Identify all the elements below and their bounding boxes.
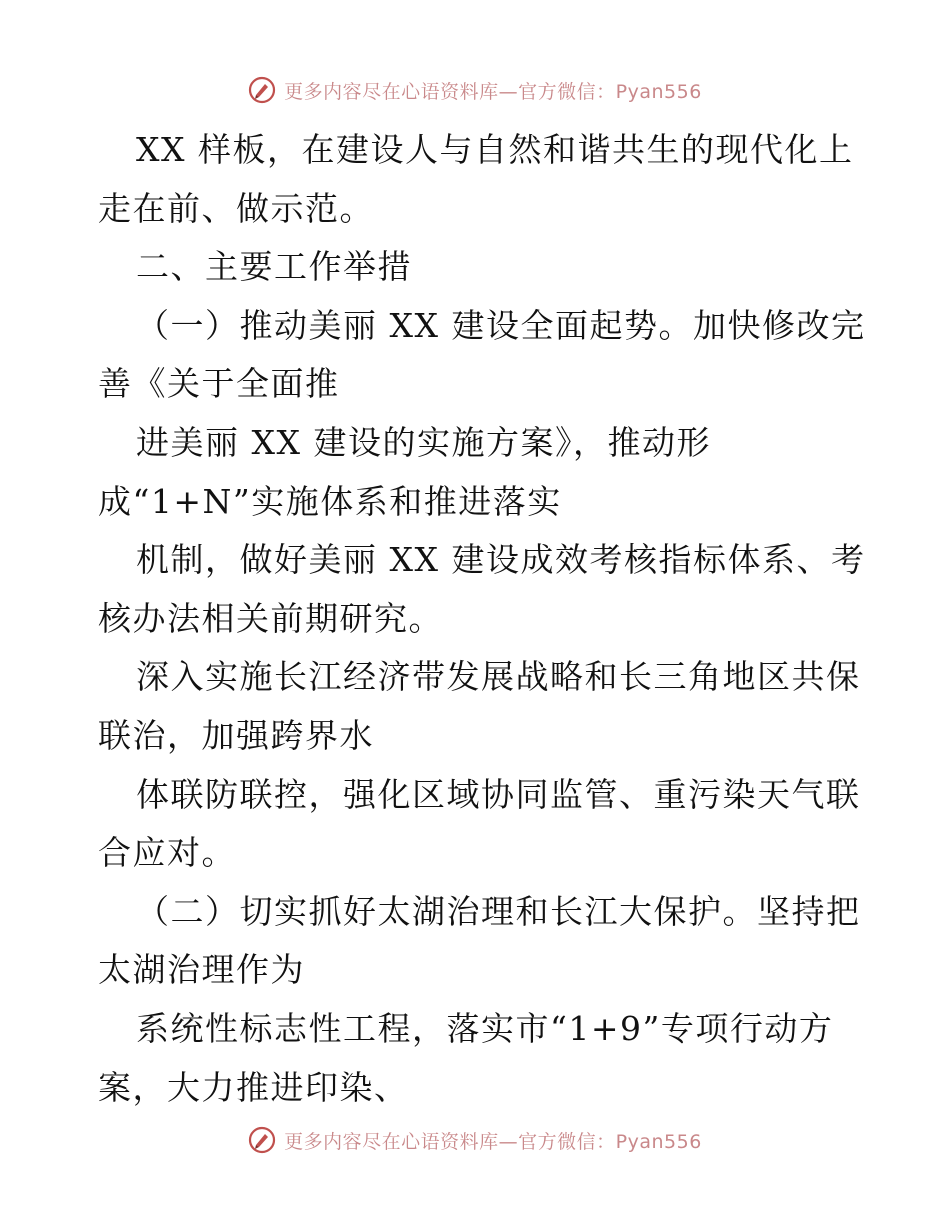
document-body <box>98 121 866 1117</box>
text-line: 系统性标志性工程，落实市“1+9”专项行动方 <box>136 1008 834 1048</box>
text-line: 体联防联控，强化区域协同监管、重污染天气联 <box>136 774 861 814</box>
text-line: 深入实施长江经济带发展战略和长三角地区共保 <box>136 657 861 697</box>
watermark-text: 更多内容尽在心语资料库—官方微信：Pyan556 <box>284 1130 702 1153</box>
text-line: 核办法相关前期研究。 <box>98 598 443 638</box>
watermark-text: 更多内容尽在心语资料库—官方微信：Pyan556 <box>284 80 702 103</box>
text-line: 案，大力推进印染、 <box>98 1067 409 1107</box>
text-line: 联治，加强跨界水 <box>98 715 374 755</box>
text-line: XX 样板，在建设人与自然和谐共生的现代化上 <box>136 130 854 169</box>
text-line: （二）切实抓好太湖治理和长江大保护。坚持把 <box>136 891 861 931</box>
footer-watermark <box>0 1122 950 1158</box>
text-line: 机制，做好美丽 XX 建设成效考核指标体系、考 <box>136 540 866 580</box>
text-line: 太湖治理作为 <box>98 950 305 990</box>
text-line: 二、主要工作举措 <box>136 247 412 287</box>
text-line: 走在前、做示范。 <box>98 188 374 228</box>
pen-logo-icon <box>248 1126 276 1154</box>
header-watermark <box>0 72 950 108</box>
text-line: 善《关于全面推 <box>98 364 340 404</box>
text-line: 成“1+N”实施体系和推进落实 <box>98 481 562 521</box>
pen-logo-icon <box>248 76 276 104</box>
text-line: （一）推动美丽 XX 建设全面起势。加快修改完 <box>136 305 866 345</box>
text-line: 进美丽 XX 建设的实施方案》，推动形 <box>136 422 711 462</box>
text-line: 合应对。 <box>98 833 236 873</box>
